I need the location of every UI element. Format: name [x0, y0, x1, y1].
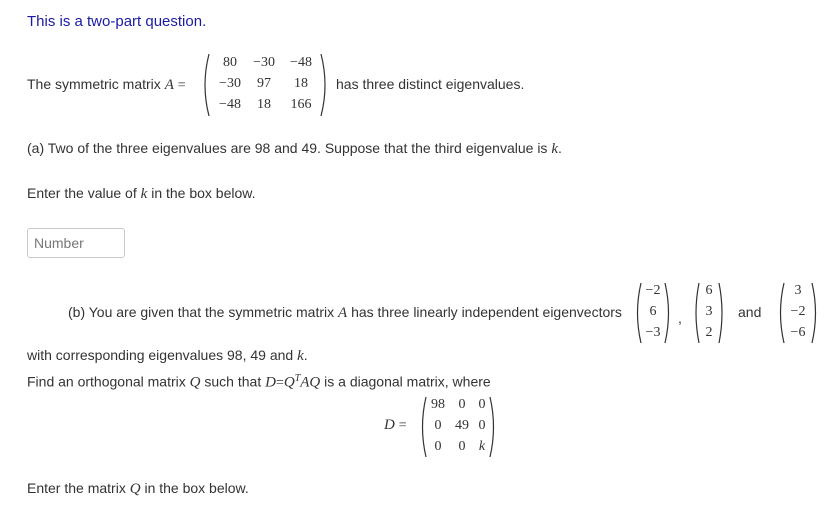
- part-a-enter-instruction: [27, 185, 256, 203]
- part-b-intro: [68, 304, 622, 322]
- part-a-statement: (a) Two of the three eigenvalues are 98 and 49. Suppose that the third eigenvalue is: [27, 140, 548, 156]
- matrix-symbol-a: A: [164, 77, 174, 93]
- vector-entry: −6: [790, 325, 806, 340]
- matrix-a-cell: −30: [253, 55, 275, 70]
- eigenvalues-text: with corresponding eigenvalues 98, 49 and: [27, 347, 294, 363]
- matrix-symbol-a: A: [338, 305, 348, 321]
- period: .: [303, 347, 308, 363]
- number-answer-input[interactable]: [27, 228, 125, 258]
- matrix-a-cell: −48: [219, 97, 241, 112]
- part-a-text: [27, 140, 562, 158]
- matrix-d-cell: 0: [478, 418, 486, 433]
- eigenvector-3: [776, 281, 820, 345]
- var-k: k: [551, 141, 558, 157]
- matrix-d-cell: 49: [455, 418, 469, 433]
- matrix-a-cell: 166: [290, 97, 312, 112]
- matrix-a-cell: −30: [219, 76, 241, 91]
- part-b-eigenvalues-line: [27, 347, 308, 365]
- matrix-a-cell: 97: [257, 76, 271, 91]
- matrix-a: [200, 52, 330, 118]
- vector-entry: 6: [649, 304, 657, 319]
- d-matrix-label: [384, 416, 407, 434]
- find-q-suffix: is a diagonal matrix, where: [324, 373, 491, 390]
- var-k: k: [140, 186, 148, 202]
- question-title: This is a two-part question.: [27, 13, 207, 30]
- matrix-d-cell: 0: [478, 397, 486, 412]
- vector-entry: 3: [705, 304, 713, 319]
- matrix-d-cell: 0: [458, 397, 466, 412]
- vector-entry: 2: [705, 325, 713, 340]
- equals-sign: =: [177, 78, 186, 93]
- var-d: D: [384, 417, 395, 433]
- enter-prefix: Enter the matrix: [27, 480, 126, 496]
- equation-q: Q: [283, 374, 295, 391]
- such-that: such that: [204, 373, 262, 390]
- equation-transpose: T: [294, 373, 301, 384]
- enter-suffix: in the box below.: [144, 480, 249, 496]
- equals-sign: =: [398, 418, 407, 433]
- part-b-find-q-line: [27, 373, 491, 392]
- matrix-d-cell: k: [478, 439, 486, 454]
- part-b-text-before: (b) You are given that the symmetric matrix: [68, 304, 335, 320]
- find-q-prefix: Find an orthogonal matrix: [27, 373, 186, 390]
- eigenvector-2: [692, 281, 726, 345]
- equation-aq: AQ: [300, 374, 321, 391]
- vector-entry: 6: [705, 283, 713, 298]
- intro-prefix: The symmetric matrix: [27, 76, 161, 92]
- vector-entry: −3: [645, 325, 661, 340]
- matrix-d-cell: 0: [434, 439, 442, 454]
- enter-prefix: Enter the value of: [27, 185, 137, 201]
- matrix-a-cell: −48: [290, 55, 312, 70]
- matrix-a-cell: 18: [257, 97, 271, 112]
- intro-line: [27, 76, 186, 94]
- intro-suffix: has three distinct eigenvalues.: [336, 76, 525, 92]
- period: .: [558, 140, 562, 156]
- var-q: Q: [129, 481, 141, 497]
- matrix-a-cell: 80: [223, 55, 237, 70]
- vector-entry: −2: [790, 304, 806, 319]
- vector-entry: 3: [794, 283, 802, 298]
- vector-separator-comma: ,: [678, 310, 682, 326]
- part-b-text-after: has three linearly independent eigenvectors: [351, 304, 622, 320]
- part-b-enter-instruction: [27, 480, 249, 498]
- vector-entry: −2: [645, 283, 661, 298]
- eigenvector-1: [633, 281, 673, 345]
- var-k: k: [297, 348, 304, 364]
- enter-suffix: in the box below.: [151, 185, 256, 201]
- var-q: Q: [189, 374, 201, 391]
- equation-equals: =: [275, 375, 284, 391]
- matrix-a-cell: 18: [294, 76, 308, 91]
- equation-d: D: [265, 374, 276, 391]
- matrix-d: [418, 395, 498, 459]
- matrix-d-cell: 98: [431, 397, 445, 412]
- and-text: and: [738, 304, 762, 320]
- matrix-d-cell: 0: [434, 418, 442, 433]
- matrix-d-cell: 0: [458, 439, 466, 454]
